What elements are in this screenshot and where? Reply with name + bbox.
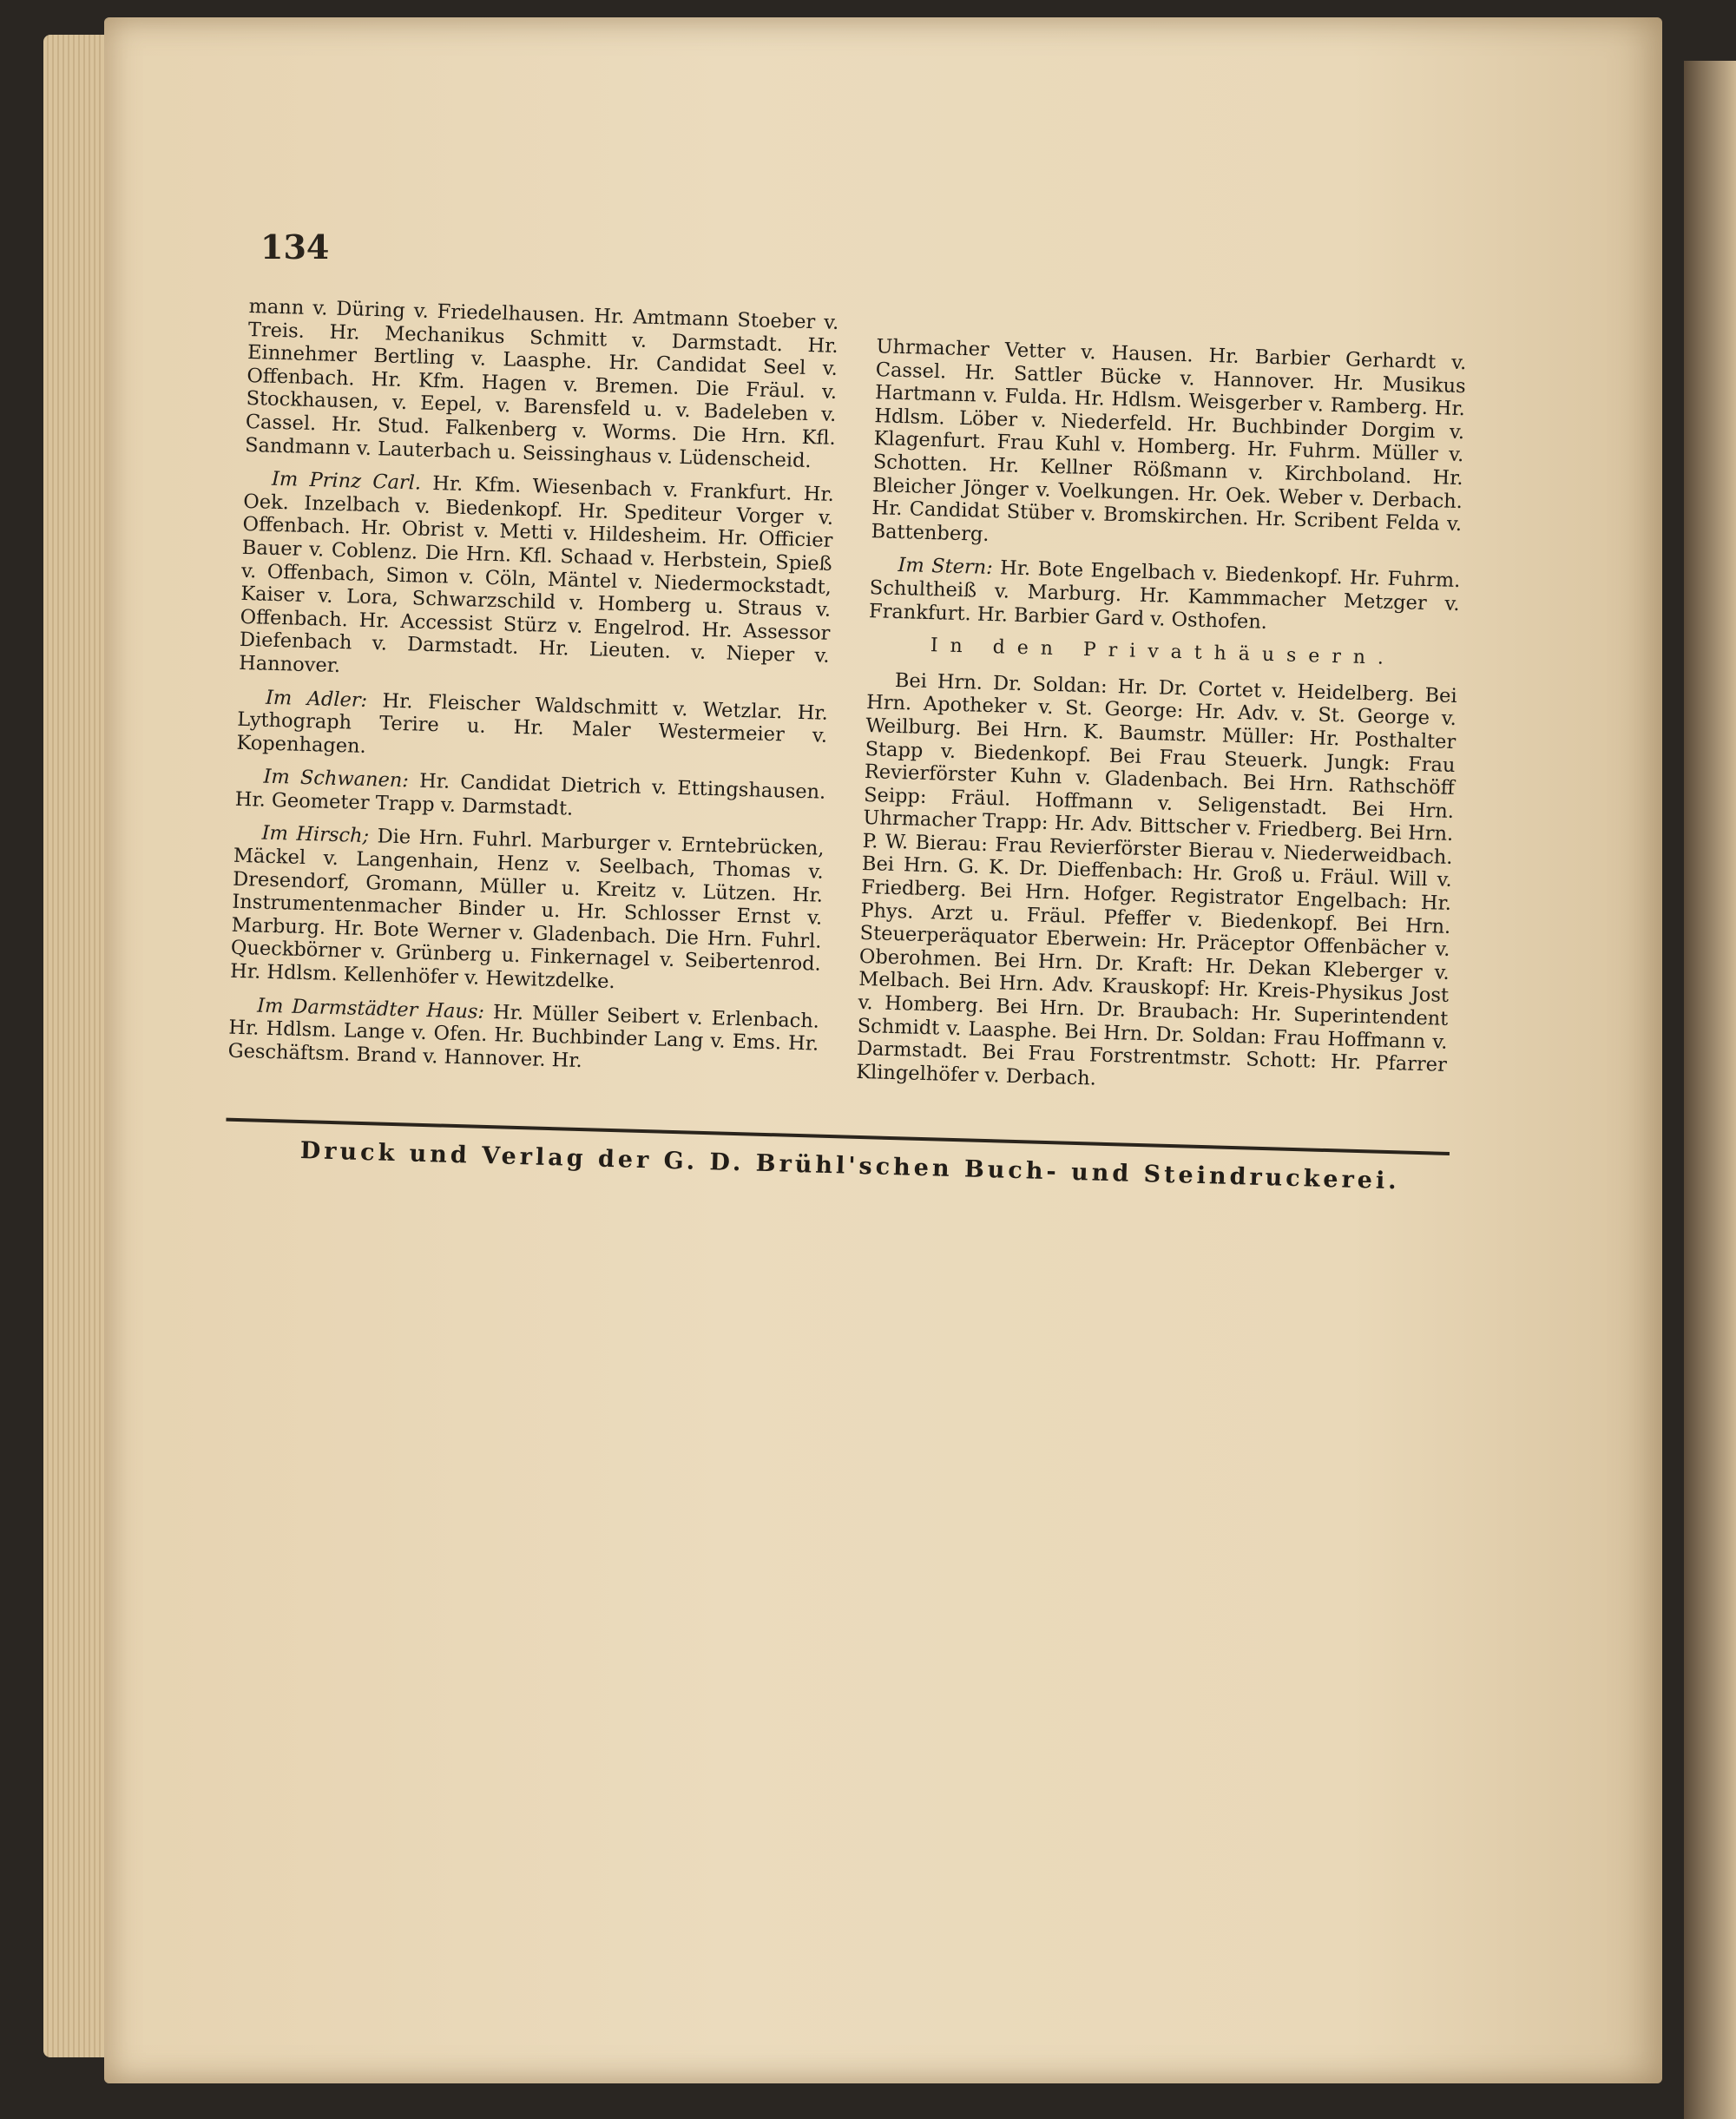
entry-paragraph [856, 668, 1457, 1100]
entry-text: Hr. Bote Engelbach v. Biedenkopf. Hr. Fuhrm. Schultheiß v. Marburg. Hr. Kammmacher Metzger v. Frankfurt. Hr. Barbier Gard v. Osthofen. [868, 556, 1461, 634]
entry-paragraph [227, 993, 819, 1079]
right-column [856, 335, 1467, 1110]
entry-text: Hr. Candidat Dietrich v. Ettingshausen. Hr. Geometer Trapp v. Darmstadt. [234, 769, 826, 820]
printer-imprint: Druck und Verlag der G. D. Brühl'schen Buch- und Steindruckerei. [299, 1137, 1401, 1195]
entry-paragraph [869, 553, 1461, 639]
inn-name: Im Stern: [898, 554, 994, 580]
entry-text: Bei Hrn. Dr. Soldan: Hr. Dr. Cortet v. Heidelberg. Bei Hrn. Apotheker v. St. George: Hr. Adv. v. St. George v. Weilburg. Bei Hrn. K. Baumstr. Müller: Hr. Posthalter Stapp v. Biedenkopf. Bei Frau Steuerk. Jungk: Frau Revierförster Kuhn v. Gladenbach. Bei Hrn. Rathschöff Seipp: Fräul. Hoffmann v. Seligenstadt. Bei Hrn. Uhrmacher Trapp: Hr. Adv. Bittscher v. Friedberg. Bei Hrn. P. W. Bierau: Frau Revierförster Bierau v. Niederweidbach. Bei Hrn. G. K. Dr. Dieffenbach: Hr. Groß u. Fräul. Will v. Friedberg. Bei Hrn. Hofger. Registrator Engelbach: Hr. Phys. Arzt u. Fräul. Pfeffer v. Biedenkopf. Bei Hrn. Steuerperäquator Eberwein: Hr. Präceptor Offenbächer v. Oberohmen. Bei Hrn. Dr. Kraft: Hr. Dekan Kleberger v. Melbach. Bei Hrn. Adv. Krauskopf: Hr. Kreis-Physikus Jost v. Homberg. Bei Hrn. Dr. Braubach: Hr. Superintendent Schmidt v. Laasphe. Bei Hrn. Dr. Soldan: Frau Hoffmann v. Darmstadt. Bei Frau Forstrentmstr. Schott: Hr. Pfarrer Klingelhöfer v. Derbach. [855, 668, 1458, 1090]
section-heading: In den Privathäusern. [930, 635, 1397, 670]
entry-paragraph [239, 467, 834, 691]
inn-name: Im Hirsch; [261, 822, 370, 848]
entry-text: Hr. Müller Seibert v. Erlenbach. Hr. Hdlsm. Lange v. Ofen. Hr. Buchbinder Lang v. Ems. Hr. Geschäftsm. Brand v. Hannover. Hr. [227, 1000, 820, 1072]
inn-name: Im Prinz Carl. [271, 467, 422, 495]
entry-paragraph [245, 295, 839, 473]
entry-text: mann v. Düring v. Friedelhausen. Hr. Amtmann Stoeber v. Treis. Hr. Mechanikus Schmitt v. Darmstadt. Hr. Einnehmer Bertling v. Laasphe. Hr. Candidat Seel v. Offenbach. Hr. Kfm. Hagen v. Bremen. Die Fräul. v. Stockhausen, v. Eepel, v. Barensfeld u. v. Badeleben v. Cassel. Hr. Stud. Falkenberg v. Worms. Die Hrn. Kfl. Sandmann v. Lauterbach u. Seissinghaus v. Lüdenscheid. [244, 295, 839, 472]
inn-name: Im Schwanen: [263, 765, 410, 793]
entry-text: Hr. Fleischer Waldschmitt v. Wetzlar. Hr. Lythograph Terire u. Hr. Maler Westermeier v. Kopenhagen. [236, 688, 829, 758]
entry-text: Uhrmacher Vetter v. Hausen. Hr. Barbier Gerhardt v. Cassel. Hr. Sattler Bücke v. Hannover. Hr. Musikus Hartmann v. Fulda. Hr. Hdlsm. Weisgerber v. Ramberg. Hr. Hdlsm. Löber v. Niederfeld. Hr. Buchbinder Dorgim v. Klagenfurt. Frau Kuhl v. Homberg. Hr. Fuhrm. Müller v. Schotten. Hr. Kellner Rößmann v. Kirchboland. Hr. Bleicher Jönger v. Voelkungen. Hr. Oek. Weber v. Derbach. Hr. Candidat Stüber v. Bromskirchen. Hr. Scribent Felda v. Battenberg. [871, 335, 1467, 546]
entry-paragraph [234, 765, 825, 827]
entry-paragraph [230, 821, 825, 999]
entry-paragraph [871, 335, 1466, 559]
entry-text: Die Hrn. Fuhrl. Marburger v. Erntebrücken, Mäckel v. Langenhain, Henz v. Seelbach, Thomas v. Dresendorf, Gromann, Müller u. Kreitz v. Lützen. Hr. Instrumentenmacher Binder u. Hr. Schlosser Ernst v. Marburg. Hr. Bote Werner v. Gladenbach. Die Hrn. Fuhrl. Queckbörner v. Grünberg u. Finkernagel v. Seibertenrod. Hr. Hdlsm. Kellenhöfer v. Hewitzdelke. [229, 825, 825, 994]
inn-name: Im Darmstädter Haus: [256, 994, 485, 1023]
left-column [227, 295, 839, 1089]
page-number: 134 [260, 227, 330, 267]
text-block [225, 295, 1473, 1206]
entry-paragraph [236, 685, 828, 771]
inn-name: Im Adler: [265, 686, 368, 712]
entry-text: Hr. Kfm. Wiesenbach v. Frankfurt. Hr. Oek. Inzelbach v. Biedenkopf. Hr. Spediteur Vorger v. Offenbach. Hr. Obrist v. Metti v. Hildesheim. Hr. Officier Bauer v. Coblenz. Die Hrn. Kfl. Schaad v. Herbstein, Spieß v. Offenbach, Simon v. Cöln, Mäntel v. Niedermockstadt, Kaiser v. Lora, Schwarzschild v. Homberg u. Straus v. Offenbach. Hr. Accessist Stürz v. Engelrod. Hr. Assessor Diefenbach v. Darmstadt. Hr. Lieuten. v. Nieper v. Hannover. [238, 472, 835, 678]
facing-page-edge [1684, 61, 1736, 2119]
